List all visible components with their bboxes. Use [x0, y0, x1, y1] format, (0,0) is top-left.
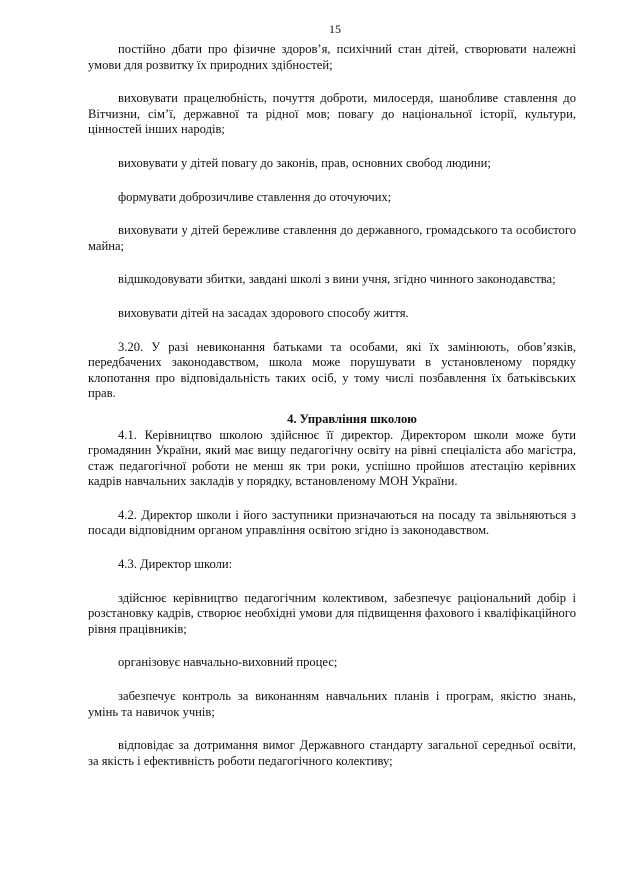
paragraph: відшкодовувати збитки, завдані школі з вини учня, згідно чинного законодавства;	[118, 272, 556, 287]
paragraph: формувати доброзичливе ставлення до оточуючих;	[118, 189, 392, 204]
section-heading: 4. Управління школою	[287, 411, 417, 426]
paragraph: організовує навчально-виховний процес;	[118, 655, 338, 670]
paragraph: здійснює керівництво педагогічним колективом, забезпечує раціональний добір і розстановку кадрів, створює необхідні умови для підвищення фахового і кваліфікаційного рівня працівників;	[88, 590, 576, 636]
paragraph: забезпечує контроль за виконанням навчальних планів і програм, якістю знань, умінь та навичок учнів;	[88, 689, 576, 719]
paragraph: виховувати у дітей повагу до законів, прав, основних свобод людини;	[118, 155, 491, 170]
paragraph: 4.1. Керівництво школою здійснює її директор. Директором школи може бути громадянин України, який має вищу педагогічну освіту на рівні спеціаліста або магістра, стаж педагогічної роботи не менш як три роки, успішно пройшов атестацію керівних кадрів навчальних закладів у порядку, встановленому МОН України.	[88, 427, 576, 489]
paragraph: 4.3. Директор школи:	[118, 557, 233, 572]
paragraph: виховувати дітей на засадах здорового способу життя.	[118, 305, 409, 320]
paragraph: 4.2. Директор школи і його заступники призначаються на посаду та звільняються з посади відповідним органом управління освітою згідно із законодавством.	[88, 507, 576, 538]
page-number: 15	[329, 22, 341, 36]
paragraph: 3.20. У разі невиконання батьками та особами, які їх замінюють, обов’язків, передбачених законодавством, школа може порушувати в установленому порядку клопотання про відповідальність таких осіб, у тому числі позбавлення їх батьківських прав.	[88, 339, 576, 401]
paragraph: виховувати працелюбність, почуття доброти, милосердя, шанобливе ставлення до Вітчизни, сім’ї, державної та рідної мов; повагу до національної історії, культури, цінностей інших народів;	[88, 91, 576, 137]
page-content	[88, 42, 576, 787]
paragraph: відповідає за дотримання вимог Державного стандарту загальної середньої освіти, за якість і ефективність роботи педагогічного колективу;	[88, 738, 576, 768]
paragraph: постійно дбати про фізичне здоров’я, психічний стан дітей, створювати належні умови для розвитку їх природних здібностей;	[88, 42, 576, 72]
paragraph: виховувати у дітей бережливе ставлення до державного, громадського та особистого майна;	[88, 223, 576, 253]
